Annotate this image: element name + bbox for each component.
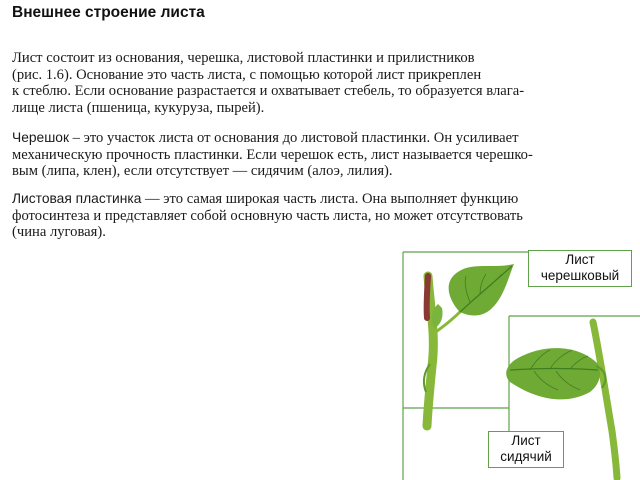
- label-sessile-leaf: [488, 431, 564, 468]
- paragraph-base: [12, 50, 633, 116]
- text-line: (чина луговая).: [12, 224, 106, 240]
- text-line: Лист состоит из основания, черешка, листовой пластинки и прилистников: [12, 50, 475, 66]
- term-leaf-blade: Листовая пластинка: [12, 191, 142, 206]
- caption-line: Лист: [511, 433, 541, 448]
- page-title: Внешнее строение листа: [12, 4, 205, 21]
- petiolate-leaf-illustration: [424, 264, 514, 426]
- term-petiole: Черешок: [12, 130, 69, 145]
- text-line: (рис. 1.6). Основание это часть листа, с помощью которой лист прикреплен: [12, 66, 482, 83]
- label-petiolate-leaf: [528, 250, 632, 287]
- text-line: — это самая широкая часть листа. Она выполняет функцию: [141, 191, 519, 207]
- caption-line: Лист: [565, 252, 595, 267]
- text-line: лище листа (пшеница, кукуруза, пырей).: [12, 99, 265, 116]
- text-line: вым (липа, клен), если отсутствует — сидячим (алоэ, лилия).: [12, 163, 393, 179]
- caption-line: черешковый: [540, 268, 620, 283]
- text-line: фотосинтеза и представляет собой основную часть листа, но может отсутствовать: [12, 207, 523, 224]
- caption-line: сидячий: [500, 449, 552, 464]
- text-line: механическую прочность пластинки. Если черешок есть, лист называется черешко-: [12, 146, 533, 163]
- text-line: к стеблю. Если основание разрастается и охватывает стебель, то образуется влага-: [12, 83, 525, 99]
- paragraph-leaf-blade: [12, 191, 633, 241]
- paragraph-petiole: [12, 130, 633, 180]
- text-line: – это участок листа от основания до листовой пластинки. Он усиливает: [69, 130, 519, 146]
